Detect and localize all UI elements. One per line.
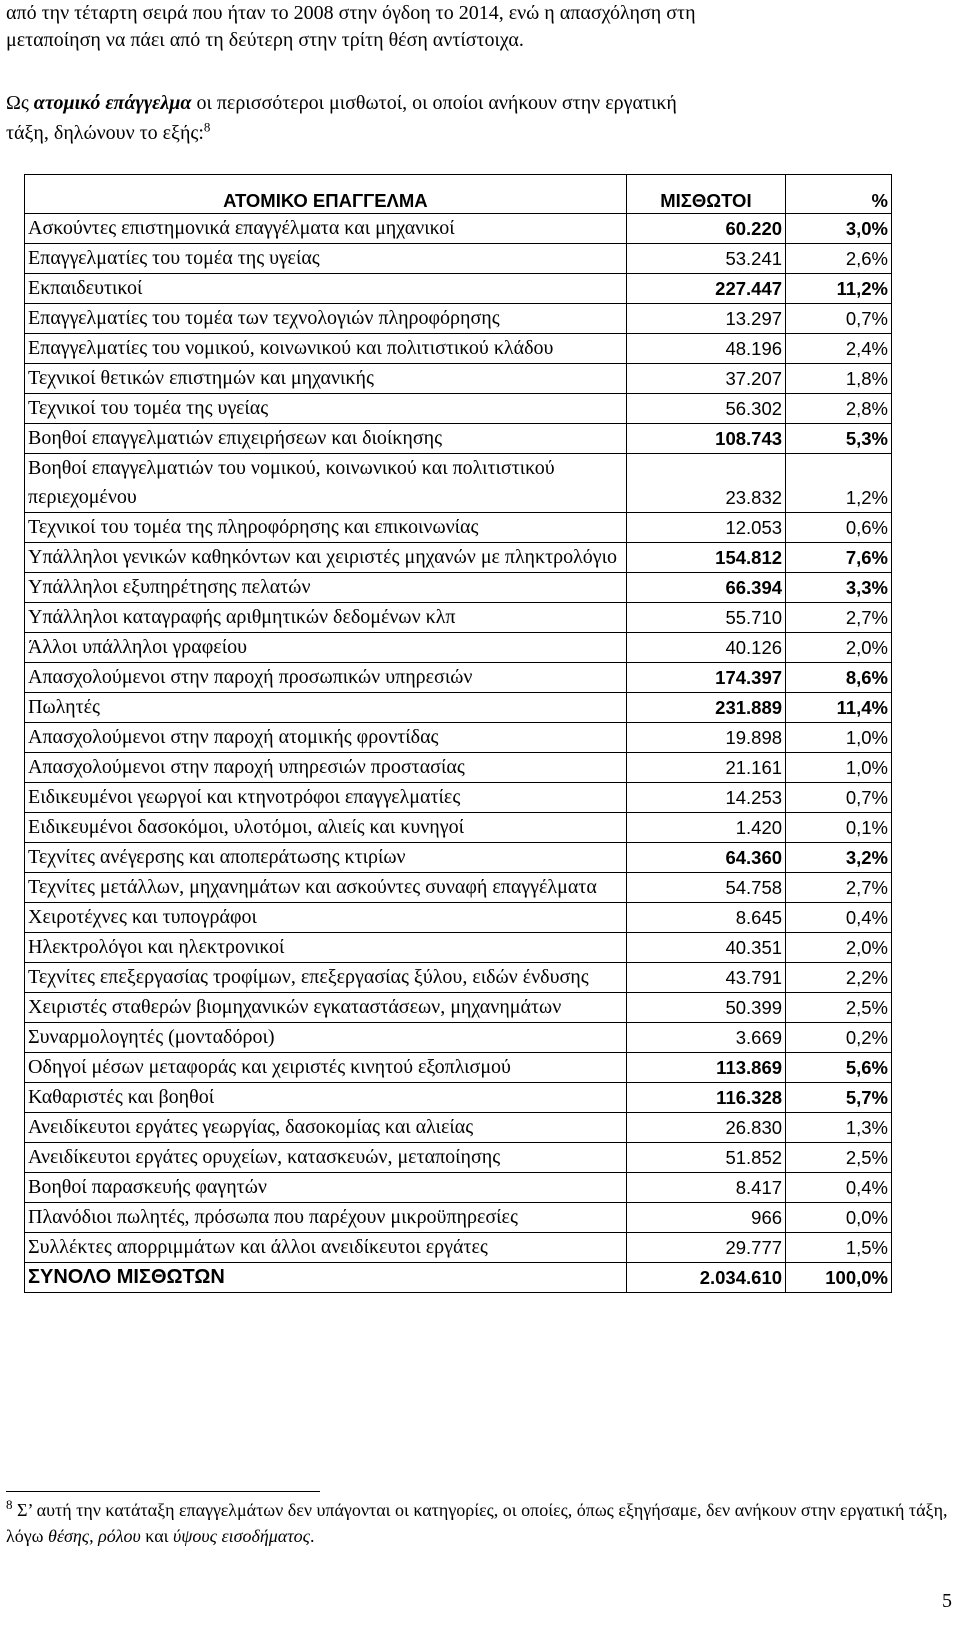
percent-cell: 11,4% <box>786 693 892 723</box>
header-percent: % <box>786 175 892 214</box>
occupation-cell: Υπάλληλοι καταγραφής αριθμητικών δεδομένων κλπ <box>25 603 627 633</box>
employees-cell: 48.196 <box>626 334 785 364</box>
percent-cell: 1,0% <box>786 723 892 753</box>
employees-cell: 43.791 <box>626 963 785 993</box>
employees-cell: 60.220 <box>626 214 785 244</box>
occupation-cell: Απασχολούμενοι στην παροχή προσωπικών υπηρεσιών <box>25 663 627 693</box>
occupation-cell: Πωλητές <box>25 693 627 723</box>
employees-cell: 53.241 <box>626 244 785 274</box>
percent-cell: 2,2% <box>786 963 892 993</box>
table-row <box>25 1113 892 1143</box>
employees-cell: 231.889 <box>626 693 785 723</box>
table-total-row <box>25 1263 892 1293</box>
occupation-cell: Πλανόδιοι πωλητές, πρόσωπα που παρέχουν μικροϋπηρεσίες <box>25 1203 627 1233</box>
table-row <box>25 1143 892 1173</box>
percent-cell: 3,3% <box>786 573 892 603</box>
footnote-italic-1: θέσης, ρόλου <box>48 1526 141 1546</box>
employees-cell: 12.053 <box>626 513 785 543</box>
total-label: ΣΥΝΟΛΟ ΜΙΣΘΩΤΩΝ <box>25 1263 627 1293</box>
percent-cell: 0,7% <box>786 783 892 813</box>
percent-cell: 8,6% <box>786 663 892 693</box>
table-row <box>25 933 892 963</box>
intro-paragraph <box>6 0 956 54</box>
table-row <box>25 663 892 693</box>
employees-cell: 21.161 <box>626 753 785 783</box>
employees-cell: 56.302 <box>626 394 785 424</box>
table-row <box>25 1083 892 1113</box>
occupation-cell: Συλλέκτες απορριμμάτων και άλλοι ανειδίκευτοι εργάτες <box>25 1233 627 1263</box>
table-row <box>25 993 892 1023</box>
table-row <box>25 843 892 873</box>
employees-cell: 113.869 <box>626 1053 785 1083</box>
header-employees: ΜΙΣΘΩΤΟΙ <box>626 175 785 214</box>
percent-cell: 0,2% <box>786 1023 892 1053</box>
employees-cell: 13.297 <box>626 304 785 334</box>
percent-cell: 0,7% <box>786 304 892 334</box>
total-percent: 100,0% <box>786 1263 892 1293</box>
table-row <box>25 274 892 304</box>
occupation-cell: Επαγγελματίες του νομικού, κοινωνικού και πολιτιστικού κλάδου <box>25 334 627 364</box>
table-row <box>25 424 892 454</box>
footnote-mark: 8 <box>6 1497 13 1512</box>
footnote-ref: 8 <box>203 119 211 135</box>
employees-cell: 154.812 <box>626 543 785 573</box>
occupation-cell: Τεχνίτες μετάλλων, μηχανημάτων και ασκούντες συναφή επαγγέλματα <box>25 873 627 903</box>
employees-cell: 3.669 <box>626 1023 785 1053</box>
occupation-cell: Τεχνικοί του τομέα της πληροφόρησης και επικοινωνίας <box>25 513 627 543</box>
percent-cell: 0,1% <box>786 813 892 843</box>
occupation-cell: Βοηθοί παρασκευής φαγητών <box>25 1173 627 1203</box>
percent-cell: 1,8% <box>786 364 892 394</box>
employees-cell: 116.328 <box>626 1083 785 1113</box>
header-occupation: ΑΤΟΜΙΚΟ ΕΠΑΓΓΕΛΜΑ <box>25 175 627 214</box>
employees-cell: 108.743 <box>626 424 785 454</box>
occupation-cell: Βοηθοί επαγγελματιών του νομικού, κοινωνικού και πολιτιστικού περιεχομένου <box>25 454 627 513</box>
percent-cell: 5,7% <box>786 1083 892 1113</box>
occupation-cell: Ειδικευμένοι δασοκόμοι, υλοτόμοι, αλιείς και κυνηγοί <box>25 813 627 843</box>
employees-cell: 966 <box>626 1203 785 1233</box>
percent-cell: 3,0% <box>786 214 892 244</box>
footnote-text-2: και <box>140 1526 173 1546</box>
table-row <box>25 454 892 513</box>
table-row <box>25 903 892 933</box>
percent-cell: 0,4% <box>786 1173 892 1203</box>
table-row <box>25 364 892 394</box>
employees-cell: 51.852 <box>626 1143 785 1173</box>
table-row <box>25 753 892 783</box>
percent-cell: 1,2% <box>786 454 892 513</box>
percent-cell: 5,6% <box>786 1053 892 1083</box>
table-row <box>25 723 892 753</box>
footnote-text-3: . <box>309 1526 315 1546</box>
occupation-cell: Εκπαιδευτικοί <box>25 274 627 304</box>
occupation-cell: Υπάλληλοι εξυπηρέτησης πελατών <box>25 573 627 603</box>
percent-cell: 2,7% <box>786 873 892 903</box>
employees-cell: 64.360 <box>626 843 785 873</box>
percent-cell: 2,5% <box>786 993 892 1023</box>
employees-cell: 29.777 <box>626 1233 785 1263</box>
table-row <box>25 573 892 603</box>
employees-cell: 227.447 <box>626 274 785 304</box>
percent-cell: 1,3% <box>786 1113 892 1143</box>
occupation-cell: Υπάλληλοι γενικών καθηκόντων και χειριστές μηχανών με πληκτρολόγιο <box>25 543 627 573</box>
employees-cell: 8.645 <box>626 903 785 933</box>
occupation-cell: Τεχνίτες ανέγερσης και αποπεράτωσης κτιρίων <box>25 843 627 873</box>
occupation-cell: Χειροτέχνες και τυπογράφοι <box>25 903 627 933</box>
employees-cell: 8.417 <box>626 1173 785 1203</box>
occupation-cell: Ειδικευμένοι γεωργοί και κτηνοτρόφοι επαγγελματίες <box>25 783 627 813</box>
occupation-cell: Ανειδίκευτοι εργάτες ορυχείων, κατασκευών, μεταποίησης <box>25 1143 627 1173</box>
occupation-cell: Τεχνικοί του τομέα της υγείας <box>25 394 627 424</box>
percent-cell: 1,5% <box>786 1233 892 1263</box>
para-lead: Ως <box>6 92 29 114</box>
percent-cell: 0,4% <box>786 903 892 933</box>
table-row <box>25 603 892 633</box>
occupation-cell: Συναρμολογητές (μονταδόροι) <box>25 1023 627 1053</box>
table-row <box>25 334 892 364</box>
table-row <box>25 1023 892 1053</box>
percent-cell: 1,0% <box>786 753 892 783</box>
percent-cell: 3,2% <box>786 843 892 873</box>
table-row <box>25 1053 892 1083</box>
percent-cell: 2,4% <box>786 334 892 364</box>
footnote <box>6 1497 956 1549</box>
percent-cell: 7,6% <box>786 543 892 573</box>
percent-cell: 2,0% <box>786 933 892 963</box>
table-row <box>25 214 892 244</box>
employees-cell: 37.207 <box>626 364 785 394</box>
occupation-cell: Τεχνικοί θετικών επιστημών και μηχανικής <box>25 364 627 394</box>
table-row <box>25 873 892 903</box>
employees-cell: 40.126 <box>626 633 785 663</box>
occupations-table <box>24 174 892 1293</box>
employees-cell: 55.710 <box>626 603 785 633</box>
occupation-cell: Τεχνίτες επεξεργασίας τροφίμων, επεξεργασίας ξύλου, ειδών ένδυσης <box>25 963 627 993</box>
table-row <box>25 304 892 334</box>
table-row <box>25 813 892 843</box>
footnote-divider <box>6 1491 320 1492</box>
para-rest: οι περισσότεροι μισθωτοί, οι οποίοι ανήκουν στην εργατική <box>191 92 677 114</box>
table-row <box>25 963 892 993</box>
percent-cell: 2,6% <box>786 244 892 274</box>
table-row <box>25 513 892 543</box>
employees-cell: 14.253 <box>626 783 785 813</box>
occupation-cell: Επαγγελματίες του τομέα των τεχνολογιών πληροφόρησης <box>25 304 627 334</box>
employees-cell: 19.898 <box>626 723 785 753</box>
employees-cell: 1.420 <box>626 813 785 843</box>
employees-cell: 54.758 <box>626 873 785 903</box>
employees-cell: 23.832 <box>626 454 785 513</box>
table-body <box>25 214 892 1263</box>
percent-cell: 11,2% <box>786 274 892 304</box>
occupation-cell: Οδηγοί μέσων μεταφοράς και χειριστές κινητού εξοπλισμού <box>25 1053 627 1083</box>
percent-cell: 0,6% <box>786 513 892 543</box>
table-row <box>25 633 892 663</box>
percent-cell: 2,0% <box>786 633 892 663</box>
occupation-cell: Καθαριστές και βοηθοί <box>25 1083 627 1113</box>
occupation-cell: Απασχολούμενοι στην παροχή ατομικής φροντίδας <box>25 723 627 753</box>
table-row <box>25 1203 892 1233</box>
occupation-cell: Βοηθοί επαγγελματιών επιχειρήσεων και διοίκησης <box>25 424 627 454</box>
table-row <box>25 244 892 274</box>
table-row <box>25 1233 892 1263</box>
occupation-cell: Άλλοι υπάλληλοι γραφείου <box>25 633 627 663</box>
table-row <box>25 1173 892 1203</box>
employees-cell: 66.394 <box>626 573 785 603</box>
percent-cell: 2,7% <box>786 603 892 633</box>
footnote-italic-2: ύψους εισοδήματος <box>172 1526 310 1546</box>
table-header-row <box>25 175 892 214</box>
table-row <box>25 693 892 723</box>
para-line-2: τάξη, δηλώνουν το εξής: <box>6 122 204 144</box>
footnote-text-1: Σ’ αυτή την κατάταξη επαγγελμάτων δεν υπάγονται οι κατηγορίες, οι οποίες, όπως εξηγήσαμε, δεν ανήκουν στην εργατική τάξη, λόγω <box>6 1500 948 1546</box>
percent-cell: 2,8% <box>786 394 892 424</box>
employees-cell: 174.397 <box>626 663 785 693</box>
percent-cell: 2,5% <box>786 1143 892 1173</box>
occupation-cell: Ανειδίκευτοι εργάτες γεωργίας, δασοκομίας και αλιείας <box>25 1113 627 1143</box>
table-row <box>25 394 892 424</box>
table-row <box>25 783 892 813</box>
intro-line-1: από την τέταρτη σειρά που ήταν το 2008 στην όγδοη το 2014, ενώ η απασχόληση στη <box>6 2 696 24</box>
total-employees: 2.034.610 <box>626 1263 785 1293</box>
occupation-cell: Απασχολούμενοι στην παροχή υπηρεσιών προστασίας <box>25 753 627 783</box>
page-number: 5 <box>942 1590 952 1612</box>
occupation-cell: Ηλεκτρολόγοι και ηλεκτρονικοί <box>25 933 627 963</box>
percent-cell: 5,3% <box>786 424 892 454</box>
occupation-cell: Ασκούντες επιστημονικά επαγγέλματα και μηχανικοί <box>25 214 627 244</box>
body-paragraph <box>6 88 956 148</box>
intro-line-2: μεταποίηση να πάει από τη δεύτερη στην τρίτη θέση αντίστοιχα. <box>6 29 524 51</box>
employees-cell: 50.399 <box>626 993 785 1023</box>
occupation-cell: Επαγγελματίες του τομέα της υγείας <box>25 244 627 274</box>
table-row <box>25 543 892 573</box>
employees-cell: 26.830 <box>626 1113 785 1143</box>
employees-cell: 40.351 <box>626 933 785 963</box>
para-emphasis: ατομικό επάγγελμα <box>33 92 192 114</box>
percent-cell: 0,0% <box>786 1203 892 1233</box>
occupation-cell: Χειριστές σταθερών βιομηχανικών εγκαταστάσεων, μηχανημάτων <box>25 993 627 1023</box>
